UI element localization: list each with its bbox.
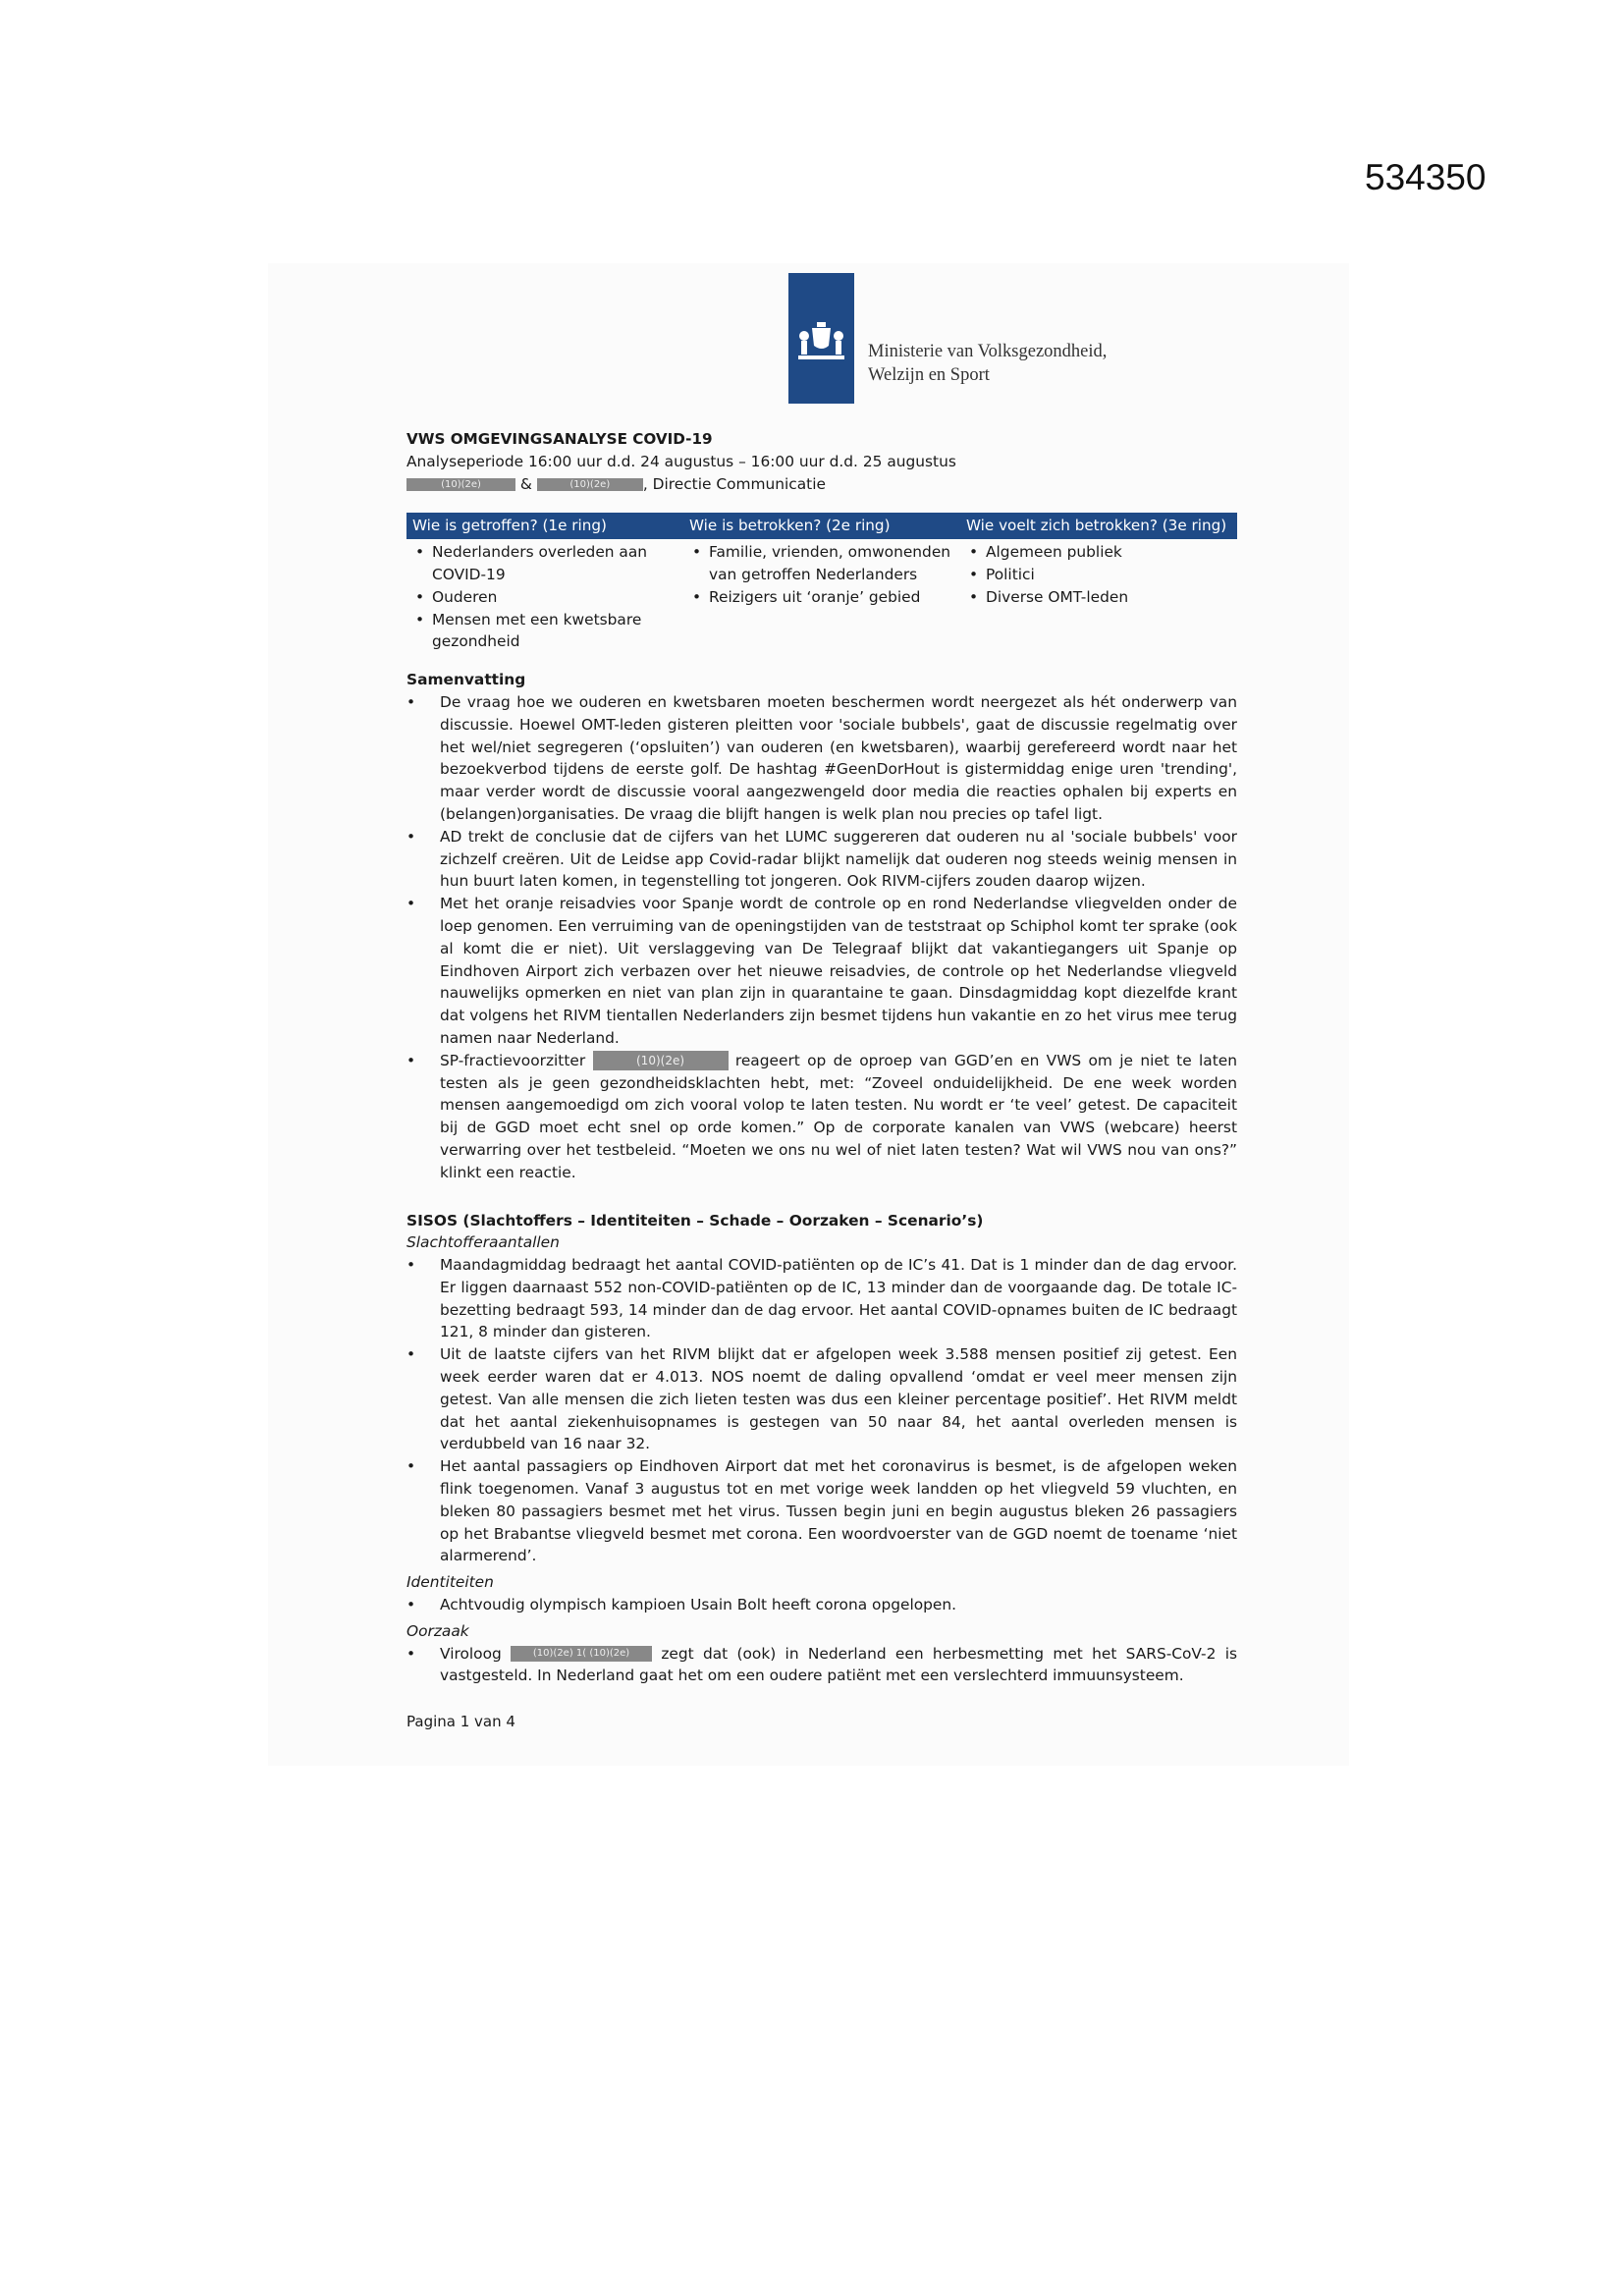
document-body	[406, 428, 1237, 1687]
sp-text-post: reageert op de oproep van GGD’en en VWS om je niet te laten testen als je geen gezondheidsklachten hebt, met: “Zoveel onduidelijkheid. De ene week worden mensen aangemoedigd om zich vooral volop te laten testen. Nu wordt er ‘te veel’ getest. De capaciteit bij de GGD moet echt snel op orde komen.” Op de corporate kanalen van VWS (webcare) heerst verwarring over het testbeleid. “Moeten we ons nu wel of niet laten testen? Wat wil VWS nou van ons?” klinkt een reactie.	[440, 1051, 1237, 1181]
list-item	[406, 1643, 1237, 1688]
redaction-box: (10)(2e)	[537, 478, 643, 491]
document-number: 534350	[1365, 157, 1487, 197]
analysis-period: Analyseperiode 16:00 uur d.d. 24 augustus – 16:00 uur d.d. 25 augustus	[406, 452, 956, 470]
ministry-line-1: Ministerie van Volksgezondheid,	[868, 342, 1108, 361]
slachtoffer-list	[406, 1254, 1237, 1567]
sisos-heading: SISOS (Slachtoffers – Identiteiten – Schade – Oorzaken – Scenario’s)	[406, 1211, 984, 1230]
redaction-box: (10)(2e) 1( (10)(2e)	[511, 1646, 652, 1662]
department: , Directie Communicatie	[642, 474, 826, 493]
ring-3-cell	[960, 539, 1237, 653]
list-item: • Met het oranje reisadvies voor Spanje wordt de controle op en rond Nederlandse vliegvelden onder de loep genomen. Een verruiming van de openingstijden van de teststraat op Schiphol komt ter sprake (ook al komt die er niet). Uit verslaggeving van De Telegraaf blijkt dat vakantiegangers uit Spanje op Eindhoven Airport zich verbazen over het nieuwe reisadvies, de controle op het Nederlandse vliegveld nauwelijks opmerken en niet van plan zijn in quarantaine te gaan. Dinsdagmiddag kopt diezelfde krant dat volgens het RIVM tientallen Nederlanders zijn besmet tijdens hun vakantie en zo het virus mee terug namen naar Nederland.	[406, 893, 1237, 1050]
list-item: • Ouderen	[432, 586, 683, 609]
list-item: • Achtvoudig olympisch kampioen Usain Bolt heeft corona opgelopen.	[406, 1594, 1237, 1616]
redaction-box: (10)(2e)	[593, 1051, 729, 1070]
ring-2-cell	[683, 539, 960, 653]
spacer	[406, 1184, 1237, 1210]
list-item: • Reizigers uit ‘oranje’ gebied	[709, 586, 960, 609]
oorzaak-heading: Oorzaak	[406, 1621, 469, 1640]
rijksoverheid-logo	[788, 273, 854, 404]
list-item: • Het aantal passagiers op Eindhoven Airport dat met het coronavirus is besmet, is de afgelopen weken flink toegenomen. Vanaf 3 augustus tot en met vorige week landden op het vliegveld 59 vluchten, en bleken 80 passagiers besmet met het virus. Tussen begin juni en begin augustus bleken 26 passagiers op het Brabantse vliegveld besmet met corona. Een woordvoerster van de GGD noemt de toename ‘niet alarmerend’.	[406, 1455, 1237, 1567]
samenvatting-heading: Samenvatting	[406, 671, 526, 689]
list-item: • Uit de laatste cijfers van het RIVM blijkt dat er afgelopen week 3.588 mensen positief zij getest. Een week eerder waren dat er 4.013. NOS noemt de daling opvallend ‘omdat er veel meer mensen zijn getest. Van alle mensen die zich lieten testen was dus een kleiner percentage positief’. Het RIVM meldt dat het aantal ziekenhuisopnames is gestegen van 50 naar 84, het aantal overleden mensen is verdubbeld van 16 naar 32.	[406, 1343, 1237, 1455]
list-item: • Politici	[986, 564, 1237, 586]
page-footer: Pagina 1 van 4	[406, 1713, 515, 1730]
ring-3-list	[960, 541, 1237, 608]
authors-line	[406, 473, 1237, 496]
list-item	[406, 1050, 1237, 1184]
identiteiten-heading: Identiteiten	[406, 1573, 494, 1592]
crest-icon	[795, 320, 847, 363]
ring-3-header: Wie voelt zich betrokken? (3e ring)	[960, 513, 1237, 539]
slachtoffer-heading: Slachtofferaantallen	[406, 1233, 560, 1252]
ring-1-header: Wie is getroffen? (1e ring)	[406, 513, 683, 539]
oorzaak-list	[406, 1643, 1237, 1688]
oorzaak-text-post: zegt dat (ook) in Nederland een herbesmetting met het SARS-CoV-2 is vastgesteld. In Nederland gaat het om een oudere patiënt met een verslechterd immuunsysteem.	[440, 1644, 1237, 1685]
rings-table	[406, 513, 1237, 653]
ampersand: &	[519, 474, 532, 493]
list-item: • AD trekt de conclusie dat de cijfers van het LUMC suggereren dat ouderen nu al 'sociale bubbels' voor zichzelf creëren. Uit de Leidse app Covid-radar blijkt namelijk dat ouderen nog steeds weinig mensen in hun buurt laten komen, in tegenstelling tot jongeren. Ook RIVM-cijfers zouden daarop wijzen.	[406, 826, 1237, 893]
samenvatting-list	[406, 691, 1237, 1184]
ministry-name	[868, 340, 1107, 387]
ring-2-list	[683, 541, 960, 608]
identiteiten-list	[406, 1594, 1237, 1616]
sp-text-pre: SP-fractievoorzitter	[440, 1051, 586, 1069]
list-item: • Diverse OMT-leden	[986, 586, 1237, 609]
ring-1-list	[406, 541, 683, 653]
redaction-box: (10)(2e)	[406, 478, 515, 491]
list-item: • De vraag hoe we ouderen en kwetsbaren moeten beschermen wordt neergezet als hét onderwerp van discussie. Hoewel OMT-leden gisteren pleitten voor 'sociale bubbels', gaat de discussie regelmatig over het wel/niet segregeren (‘opsluiten’) van ouderen (en kwetsbaren), waarbij gerefereerd wordt naar het bezoekverbod tijdens de eerste golf. De hashtag #GeenDorHout is gistermiddag enige uren 'trending', maar verder wordt de discussie vooral aangezwengeld door media die reacties ophalen bij experts en (belangen)organisaties. De vraag die blijft hangen is welk plan nou precies op tafel ligt.	[406, 691, 1237, 826]
list-item: • Nederlanders overleden aan COVID-19	[432, 541, 683, 586]
ministry-line-2: Welzijn en Sport	[868, 365, 990, 385]
document-title: VWS OMGEVINGSANALYSE COVID-19	[406, 430, 713, 448]
list-item: • Maandagmiddag bedraagt het aantal COVID-patiënten op de IC’s 41. Dat is 1 minder dan de dag ervoor. Er liggen daarnaast 552 non-COVID-patiënten op de IC, 13 minder dan de voorgaande dag. De totale IC-bezetting bedraagt 593, 14 minder dan de dag ervoor. Het aantal COVID-opnames buiten de IC bedraagt 121, 8 minder dan gisteren.	[406, 1254, 1237, 1343]
list-item: • Familie, vrienden, omwonenden van getroffen Nederlanders	[709, 541, 960, 586]
oorzaak-text-pre: Viroloog	[440, 1644, 502, 1663]
list-item: • Mensen met een kwetsbare gezondheid	[432, 609, 683, 654]
ring-1-cell	[406, 539, 683, 653]
ring-2-header: Wie is betrokken? (2e ring)	[683, 513, 960, 539]
list-item: • Algemeen publiek	[986, 541, 1237, 564]
